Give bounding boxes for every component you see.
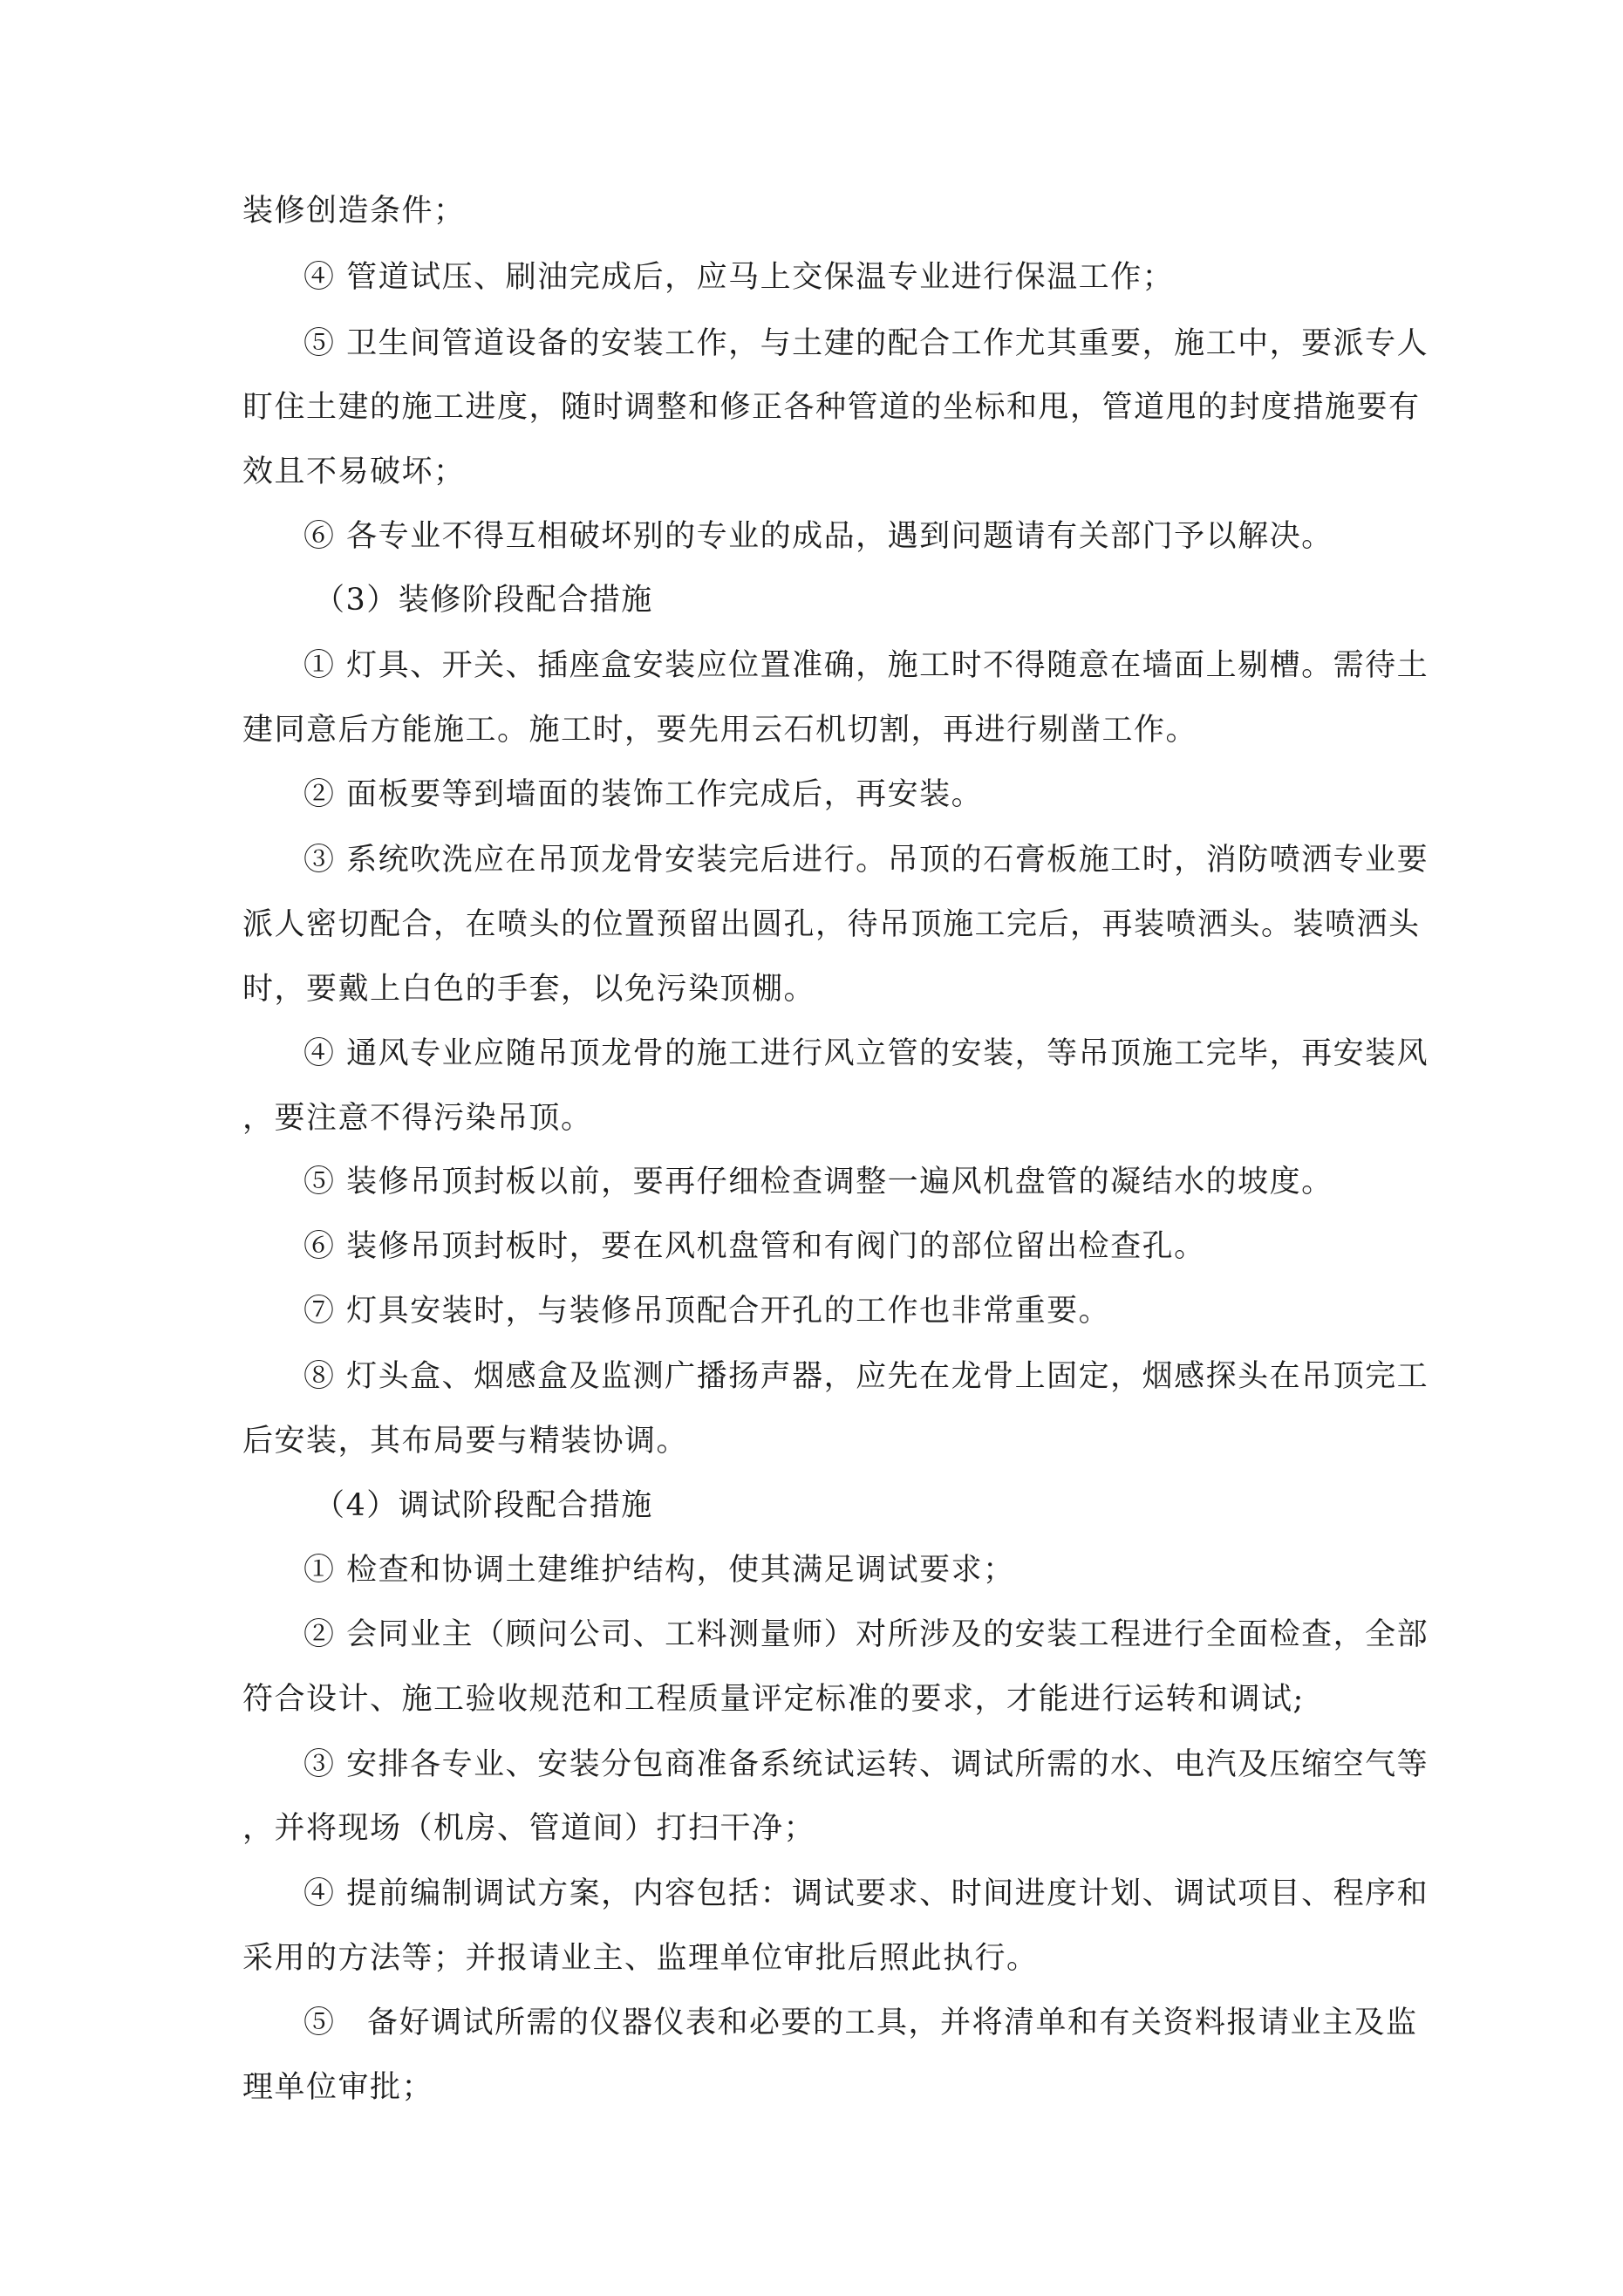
paragraph-line: ② 会同业主（顾问公司、工料测量师）对所涉及的安装工程进行全面检查，全部 <box>303 1617 1429 1652</box>
paragraph-line: ① 检查和协调土建维护结构，使其满足调试要求； <box>303 1553 1015 1588</box>
paragraph-line: ⑥ 各专业不得互相破坏别的专业的成品，遇到问题请有关部门予以解决。 <box>303 519 1333 554</box>
paragraph-line: 时，要戴上白色的手套，以免污染顶棚。 <box>242 972 816 1007</box>
paragraph-line: 建同意后方能施工。施工时，要先用云石机切割，再进行剔凿工作。 <box>242 713 1198 748</box>
paragraph-line: ，并将现场（机房、管道间）打扫干净； <box>242 1811 816 1846</box>
paragraph-line: ① 灯具、开关、插座盒安装应位置准确，施工时不得随意在墙面上剔槽。需待土 <box>303 648 1429 683</box>
paragraph-line: 符合设计、施工验收规范和工程质量评定标准的要求，才能进行运转和调试; <box>242 1682 1305 1717</box>
paragraph-line: 派人密切配合，在喷头的位置预留出圆孔，待吊顶施工完后，再装喷洒头。装喷洒头 <box>242 907 1421 942</box>
paragraph-line: ⑦ 灯具安装时，与装修吊顶配合开孔的工作也非常重要。 <box>303 1294 1111 1329</box>
paragraph-line: ⑤ 备好调试所需的仪器仪表和必要的工具，并将清单和有关资料报请业主及监 <box>303 2006 1418 2040</box>
paragraph-line: ② 面板要等到墙面的装饰工作完成后，再安装。 <box>303 777 984 812</box>
paragraph-line: ④ 提前编制调试方案，内容包括：调试要求、时间进度计划、调试项目、程序和 <box>303 1876 1429 1911</box>
paragraph-line: 装修创造条件； <box>242 194 466 229</box>
paragraph-line: ⑤ 卫生间管道设备的安装工作，与土建的配合工作尤其重要，施工中，要派专人 <box>303 326 1429 361</box>
paragraph-line: ④ 管道试压、刷油完成后，应马上交保温专业进行保温工作； <box>303 260 1175 295</box>
paragraph-line: ⑧ 灯头盒、烟感盒及监测广播扬声器，应先在龙骨上固定，烟感探头在吊顶完工 <box>303 1359 1429 1394</box>
paragraph-line: 盯住土建的施工进度，随时调整和修正各种管道的坐标和甩，管道甩的封度措施要有 <box>242 390 1421 425</box>
paragraph-line: 理单位审批； <box>242 2070 434 2105</box>
paragraph-line: ⑤ 装修吊顶封板以前，要再仔细检查调整一遍风机盘管的凝结水的坡度。 <box>303 1165 1333 1199</box>
paragraph-line: 采用的方法等；并报请业主、监理单位审批后照此执行。 <box>242 1941 1039 1976</box>
paragraph-line: ⑥ 装修吊顶封板时，要在风机盘管和有阀门的部位留出检查孔。 <box>303 1229 1206 1264</box>
paragraph-line: ④ 通风专业应随吊顶龙骨的施工进行风立管的安装，等吊顶施工完毕，再安装风 <box>303 1036 1429 1071</box>
paragraph-line: ③ 安排各专业、安装分包商准备系统试运转、调试所需的水、电汽及压缩空气等 <box>303 1747 1429 1782</box>
section-heading: （4）调试阶段配合措施 <box>314 1488 653 1523</box>
paragraph-line: ③ 系统吹洗应在吊顶龙骨安装完后进行。吊顶的石膏板施工时，消防喷洒专业要 <box>303 843 1429 878</box>
section-heading: （3）装修阶段配合措施 <box>314 583 653 618</box>
paragraph-line: 后安装，其布局要与精装协调。 <box>242 1424 689 1459</box>
paragraph-line: 效且不易破坏； <box>242 454 466 489</box>
paragraph-line: ，要注意不得污染吊顶。 <box>242 1101 593 1136</box>
